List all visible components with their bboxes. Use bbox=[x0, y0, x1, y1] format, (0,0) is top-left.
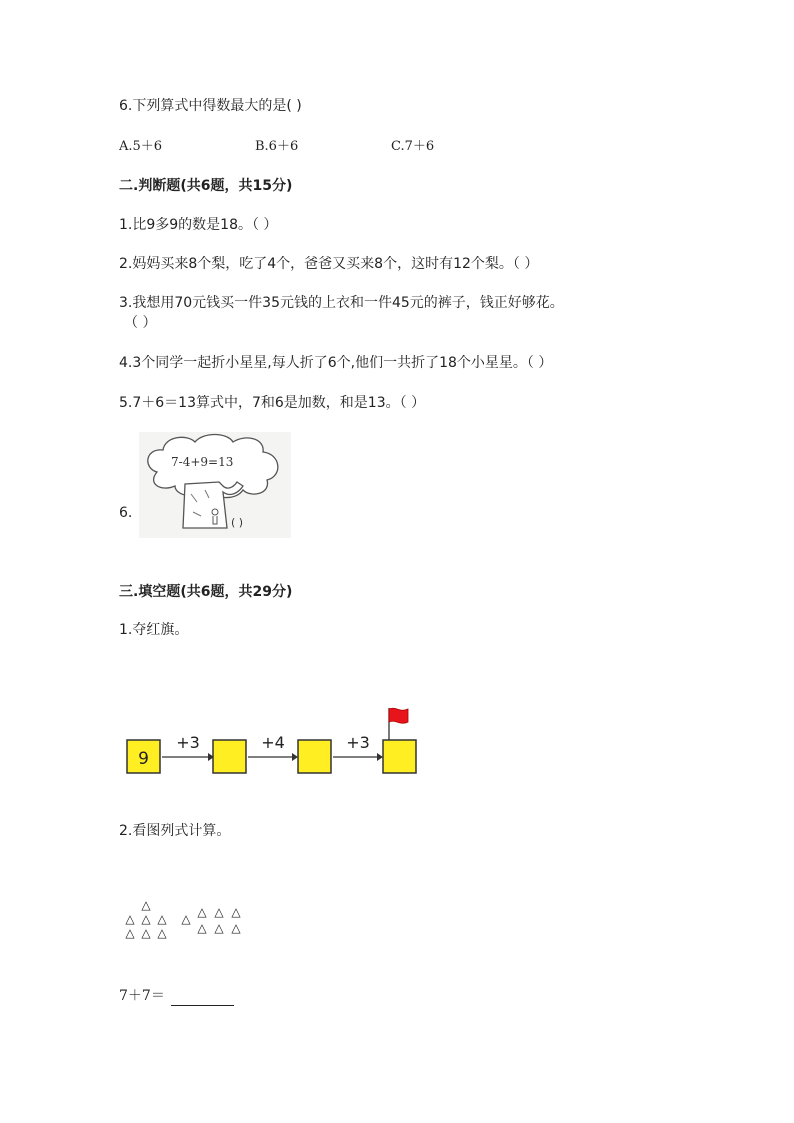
start-number: 9 bbox=[138, 749, 149, 769]
triangle-icon: △ bbox=[181, 912, 191, 926]
right-triangle-group bbox=[181, 905, 241, 935]
q6-text: 6.下列算式中得数最大的是( ) bbox=[119, 98, 302, 114]
option-a: A.5＋6 bbox=[119, 139, 163, 154]
flag-chain-diagram bbox=[120, 700, 430, 785]
triangle-icon: △ bbox=[214, 921, 224, 935]
triangle-icon: △ bbox=[231, 905, 241, 919]
fill-q1-text: 1.夺红旗。 bbox=[119, 622, 189, 638]
section2-title: 二.判断题(共6题，共15分) bbox=[119, 178, 293, 194]
answer-box-1 bbox=[213, 740, 246, 773]
triangle-icon: △ bbox=[157, 926, 167, 940]
judge-item-4: 4.3个同学一起折小星星,每人折了6个,他们一共折了18个小星星。（ ） bbox=[119, 355, 553, 371]
left-triangle-group bbox=[125, 898, 167, 940]
answer-blank[interactable] bbox=[171, 989, 234, 1006]
triangle-icon: △ bbox=[141, 912, 151, 926]
triangle-icon: △ bbox=[125, 926, 135, 940]
judge-item-1: 1.比9多9的数是18。（ ） bbox=[119, 217, 278, 233]
fill-q2-equation: 7＋7＝ bbox=[119, 988, 165, 1004]
red-flag-icon bbox=[389, 708, 408, 723]
option-b: B.6＋6 bbox=[255, 139, 299, 154]
fill-q2-equation-line bbox=[119, 986, 234, 1006]
triangle-icon: △ bbox=[125, 912, 135, 926]
fill-q2-text: 2.看图列式计算。 bbox=[119, 823, 231, 839]
triangle-icon: △ bbox=[197, 921, 207, 935]
arrow-3-head bbox=[377, 753, 383, 761]
tree-answer-paren: ( ) bbox=[231, 516, 244, 529]
triangle-icon: △ bbox=[197, 905, 207, 919]
triangle-icon: △ bbox=[141, 926, 151, 940]
triangle-icon: △ bbox=[214, 905, 224, 919]
judge-item-2: 2.妈妈买来8个梨，吃了4个，爸爸又买来8个，这时有12个梨。（ ） bbox=[119, 256, 539, 272]
arrow-2-head bbox=[292, 753, 298, 761]
judge-item-3: 3.我想用70元钱买一件35元钱的上衣和一件45元的裤子，钱正好够花。 bbox=[119, 295, 564, 311]
section3-title: 三.填空题(共6题，共29分) bbox=[119, 584, 293, 600]
judge-item-5: 5.7＋6＝13算式中，7和6是加数，和是13。（ ） bbox=[119, 395, 426, 411]
step-2-label: +4 bbox=[261, 733, 285, 752]
triangle-icon: △ bbox=[141, 898, 151, 912]
judge-item-6: 6. bbox=[119, 505, 133, 521]
tree-equation-image bbox=[139, 432, 291, 538]
small-figure-icon bbox=[212, 509, 218, 515]
tree-equation: 7-4+9=13 bbox=[171, 455, 234, 469]
answer-box-3 bbox=[383, 740, 416, 773]
option-c: C.7＋6 bbox=[391, 139, 435, 154]
step-3-label: +3 bbox=[346, 733, 370, 752]
triangle-icon: △ bbox=[231, 921, 241, 935]
triangle-groups bbox=[120, 895, 260, 945]
triangle-icon: △ bbox=[157, 912, 167, 926]
judge-item-3-paren: （ ） bbox=[124, 315, 157, 331]
answer-box-2 bbox=[298, 740, 331, 773]
step-1-label: +3 bbox=[176, 733, 200, 752]
